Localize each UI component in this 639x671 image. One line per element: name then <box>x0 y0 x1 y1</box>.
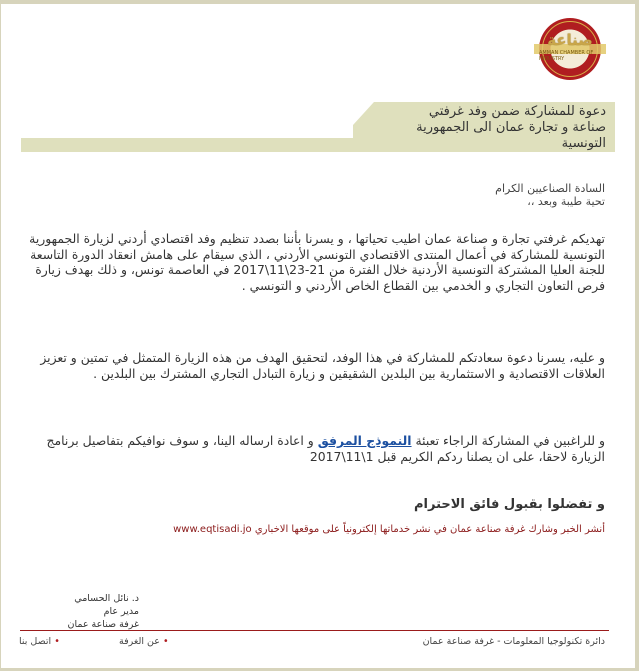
about-chamber-label: عن الغرفة <box>119 636 160 647</box>
bullet-icon: • <box>54 636 60 647</box>
chamber-logo-icon <box>539 18 601 80</box>
page-title <box>346 104 606 152</box>
contact-us-label: اتصل بنا <box>19 636 52 647</box>
signature <box>19 592 139 631</box>
greeting <box>305 182 605 208</box>
salutation: السادة الصناعيين الكرام <box>495 182 605 195</box>
contact-us-link[interactable] <box>19 636 60 647</box>
attached-form-link[interactable]: النموذج المرفق <box>317 433 412 448</box>
body-paragraph-3 <box>20 433 605 464</box>
bullet-icon: • <box>162 636 169 647</box>
signature-organization: غرفة صناعة عمان <box>67 619 139 630</box>
paragraph-3-text: و اعادة ارساله الينا، و سوف نوافيكم بتفاصيل برنامج الزيارة لاحقا، على ان يصلنا ردكم الكريم قبل 1\11\2017 <box>46 433 605 464</box>
share-note: أنشر الخبر وشارك غرفة صناعة عمان في نشر خدماتها إلكترونياً على موقعها الاخباري www.eqtisadi.jo <box>173 524 605 535</box>
title-line: التونسية <box>561 136 606 151</box>
title-line: صناعة و تجارة عمان الى الجمهورية <box>416 120 606 135</box>
logo-caption: AMMAN CHAMBER OF INDUSTRY <box>539 49 594 62</box>
body-paragraph-2: و عليه، يسرنا دعوة سعادتكم للمشاركة في هذا الوفد، لتحقيق الهدف من هذه الزيارة المتمثل في تمتين و تعزيز العلاقات الاقتصادية و الاستثمارية بين البلدين الشقيقين و زيارة التبادل التجاري المشترك بين البلدين . <box>40 350 605 381</box>
about-chamber-link[interactable] <box>119 636 169 647</box>
closing-line: و تفضلوا بقبول فائق الاحترام <box>414 497 605 512</box>
email-page <box>1 4 635 668</box>
signature-position: مدير عام <box>103 606 139 617</box>
title-line: دعوة للمشاركة ضمن وفد غرفتي <box>428 104 606 119</box>
signature-name: د. نائل الحسامي <box>74 593 139 604</box>
paragraph-3-text: و للراغبين في المشاركة الراجاء تعبئة <box>411 433 605 448</box>
footer-divider <box>20 630 609 631</box>
logo-word: صناعة <box>547 30 593 49</box>
opening: تحية طيبة وبعد ،، <box>527 195 605 208</box>
footer-department: دائرة تكنولوجيا المعلومات - غرفة صناعة عمان <box>422 636 605 647</box>
footer-links <box>19 636 189 650</box>
body-paragraph-1: تهديكم غرفتي تجارة و صناعة عمان اطيب تحياتها ، و يسرنا بأننا بصدد تنظيم وفد اقتصادي أردني لزيارة الجمهورية التونسية للمشاركة في أعمال المنتدى الاقتصادي التونسي الأردني ، الذي سيقام على هامش انعقاد الدورة التاسعة للجنة العليا المشتركة التونسية الأردنية خلال الفترة من 21-23\11\2017 في العاصمة تونس، و ذلك بهدف زيارة فرص التعاون التجاري و الخدمي بين القطاع الخاص الأردني و التونسي . <box>29 231 605 293</box>
